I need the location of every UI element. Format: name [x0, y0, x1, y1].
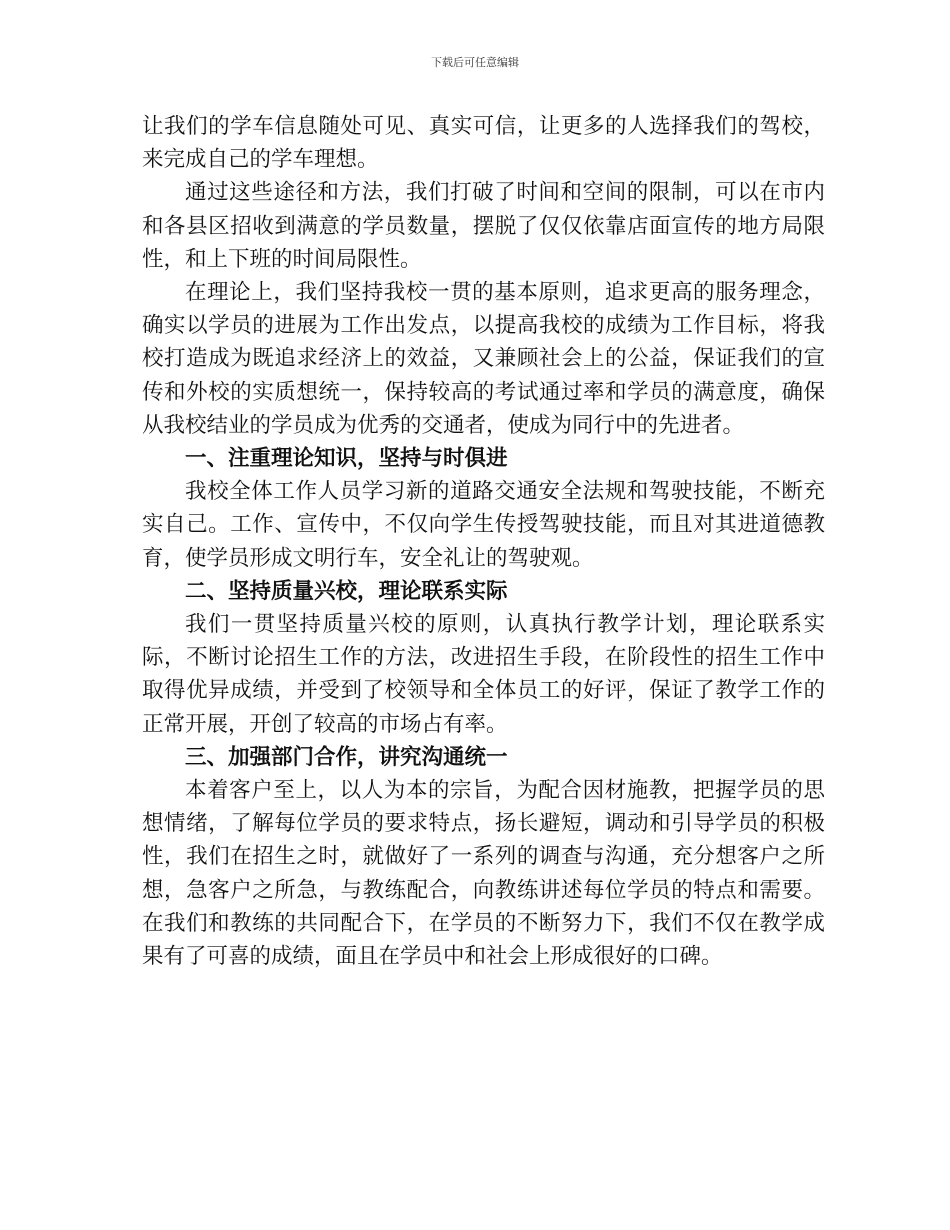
paragraph: 本着客户至上，以人为本的宗旨，为配合因材施教，把握学员的思想情绪，了解每位学员的要求特点，扬长避短，调动和引导学员的积极性，我们在招生之时，就做好了一系列的调查与沟通，充分想客户之所想，急客户之所急，与教练配合，向教练讲述每位学员的特点和需要。在我们和教练的共同配合下，在学员的不断努力下，我们不仅在教学成果有了可喜的成绩，面且在学员中和社会上形成很好的口碑。: [142, 778, 825, 970]
paragraph: 我们一贯坚持质量兴校的原则，认真执行教学计划，理论联系实际，不断讨论招生工作的方法，改进招生手段，在阶段性的招生工作中取得优异成绩，并受到了校领导和全体员工的好评，保证了教学工作的正常开展，开创了较高的市场占有率。: [142, 612, 825, 737]
paragraph: 我校全体工作人员学习新的道路交通安全法规和驾驶技能，不断充实自己。工作、宣传中，不仅向学生传授驾驶技能，而且对其进道德教育，使学员形成文明行车，安全礼让的驾驶观。: [142, 479, 825, 571]
section-heading: 一、注重理论知识，坚持与时俱进: [185, 446, 508, 472]
document-body: [142, 110, 825, 973]
section-heading: 三、加强部门合作，讲究沟通统一: [185, 744, 508, 770]
section-heading: 二、坚持质量兴校，理论联系实际: [185, 578, 508, 604]
paragraph: 通过这些途径和方法，我们打破了时间和空间的限制，可以在市内和各县区招收到满意的学员数量，摆脱了仅仅依靠店面宣传的地方局限性，和上下班的时间局限性。: [142, 180, 825, 272]
paragraph: 在理论上，我们坚持我校一贯的基本原则，追求更高的服务理念，确实以学员的进展为工作出发点，以提高我校的成绩为工作目标，将我校打造成为既追求经济上的效益，又兼顾社会上的公益，保证我们的宣传和外校的实质想统一，保持较高的考试通过率和学员的满意度，确保从我校结业的学员成为优秀的交通者，使成为同行中的先进者。: [142, 280, 825, 438]
page-header-note: 下载后可任意编辑: [431, 56, 519, 69]
paragraph: 让我们的学车信息随处可见、真实可信，让更多的人选择我们的驾校，来完成自己的学车理想。: [142, 114, 825, 173]
